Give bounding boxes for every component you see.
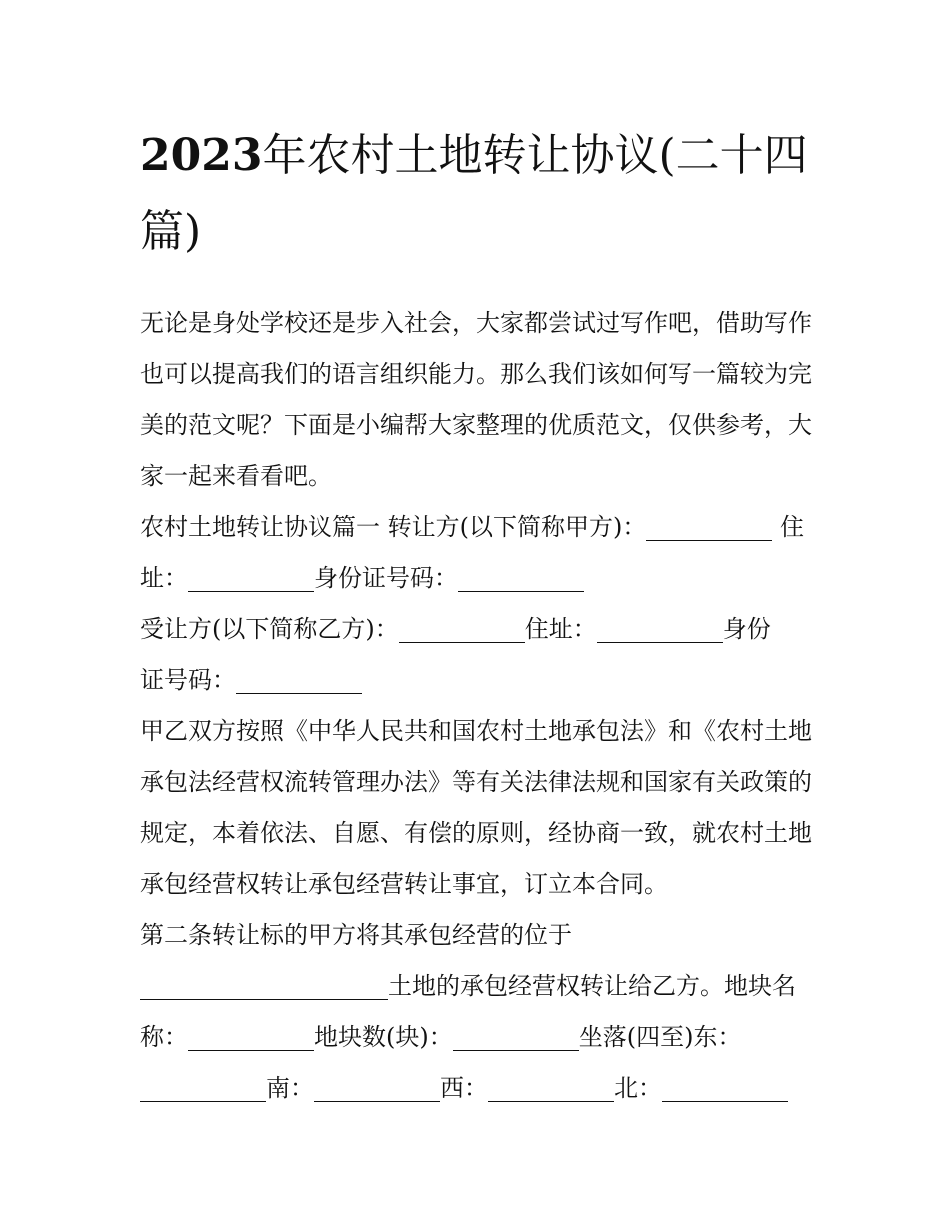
party-a-address-label: 住址：	[140, 513, 804, 592]
document-page	[140, 118, 820, 1114]
east-blank	[140, 1071, 266, 1102]
title-text: 年农村土地转让协议(二十四篇)	[140, 130, 808, 257]
document-body	[140, 298, 820, 1114]
party-a-label: 农村土地转让协议篇一 转让方(以下简称甲方)：	[140, 513, 647, 541]
article-2-text-2: 土地的承包经营权转让给乙方。地块名称：	[140, 972, 796, 1051]
party-a-name-blank	[646, 510, 772, 541]
north-blank	[662, 1071, 788, 1102]
party-b-name-blank	[399, 612, 525, 643]
plot-count-blank	[453, 1020, 579, 1051]
party-b-address-blank	[597, 612, 723, 643]
south-blank	[314, 1071, 440, 1102]
article-2-paragraph	[140, 910, 820, 1114]
north-label: 北：	[614, 1074, 662, 1102]
plot-count-label: 地块数(块)：	[314, 1023, 453, 1051]
basis-paragraph: 甲乙双方按照《中华人民共和国农村土地承包法》和《农村土地承包法经营权流转管理办法》等有关法律法规和国家有关政策的规定，本着依法、自愿、有偿的原则，经协商一致，就农村土地承包经营权转让承包经营转让事宜，订立本合同。	[140, 717, 812, 898]
title-year: 2023	[140, 130, 263, 181]
intro-paragraph: 无论是身处学校还是步入社会，大家都尝试过写作吧，借助写作也可以提高我们的语言组织能力。那么我们该如何写一篇较为完美的范文呢？下面是小编帮大家整理的优质范文，仅供参考，大家一起来看看吧。	[140, 309, 812, 490]
west-label: 西：	[440, 1074, 488, 1102]
west-blank	[488, 1071, 614, 1102]
party-b-id-label-part1: 身份	[722, 615, 771, 643]
article-2-text-1: 第二条转让标的甲方将其承包经营的位于	[140, 921, 572, 949]
south-label: 南：	[266, 1074, 314, 1102]
party-b-id-blank	[236, 663, 362, 694]
document-title	[140, 118, 820, 270]
party-b-address-label: 住址：	[524, 615, 597, 643]
party-b-label: 受让方(以下简称乙方)：	[140, 615, 399, 643]
location-east-label: 坐落(四至)东：	[578, 1023, 742, 1051]
party-a-address-blank	[188, 561, 314, 592]
party-b-paragraph	[140, 604, 820, 706]
plot-name-blank	[188, 1020, 314, 1051]
party-a-paragraph	[140, 502, 820, 604]
party-b-id-label-part2: 证号码：	[140, 666, 236, 694]
land-location-blank	[140, 969, 388, 1000]
party-a-id-blank	[458, 561, 584, 592]
party-a-id-label: 身份证号码：	[314, 564, 458, 592]
